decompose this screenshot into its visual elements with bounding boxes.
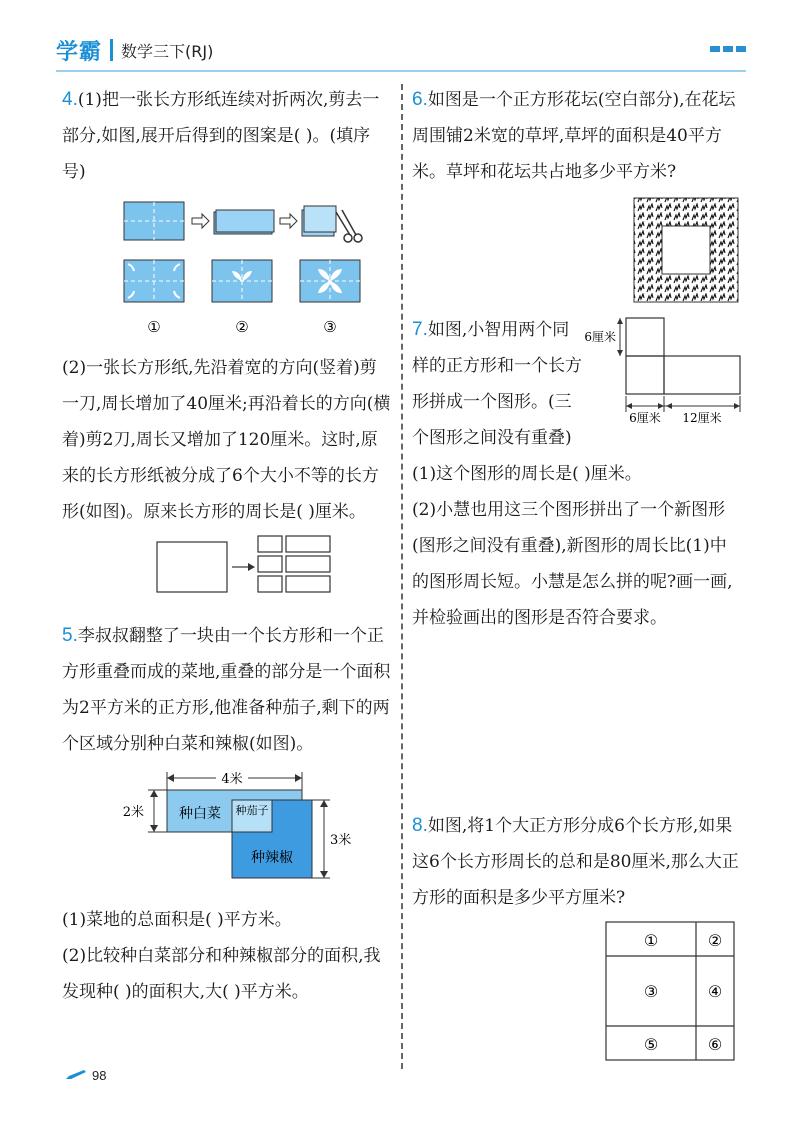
option-1-figure (124, 260, 184, 302)
bottom-left-label: 6厘米 (629, 411, 661, 425)
page-header (56, 30, 746, 74)
question-8 (412, 808, 742, 1054)
q6-text: 如图是一个正方形花坛(空白部分),在花坛周围铺2米宽的草坪,草坪的面积是40平方米。草坪和花坛共占地多少平方米? (412, 90, 736, 182)
question-5 (62, 618, 392, 1010)
page-number: 98 (92, 1068, 107, 1083)
option-2-figure (212, 260, 272, 302)
q7-lead-text: 如图,小智用两个同样的正方形和一个长方形拼成一个图形。(三个图形之间没有重叠) (412, 320, 582, 448)
option-3-label: ③ (323, 318, 337, 336)
q8-square-diagram (412, 920, 742, 1066)
q5-sub1-text: (1)菜地的总面积是( )平方米。 (62, 910, 292, 930)
cut-pieces (258, 536, 330, 592)
cell-5-label: ⑤ (643, 1035, 659, 1054)
q4-fold-diagram (62, 192, 392, 342)
subject-label: 数学三下(RJ) (121, 41, 214, 61)
arrow-icon (192, 214, 209, 228)
right-height-label: 3米 (330, 833, 352, 848)
q4-part2-text: (2)一张长方形纸,先沿着宽的方向(竖着)剪一刀,周长增加了40厘米;再沿着长的方向(横着)剪2刀,周长又增加了120厘米。这时,原来的长方形纸被分成了6个大小不等的长方形(如图)。原来长方形的周长是( )厘米。 (62, 358, 391, 522)
question-6 (412, 82, 742, 306)
square-bottom (626, 356, 664, 394)
eggplant-label: 种茄子 (235, 804, 269, 817)
right-column (412, 82, 742, 1054)
fold-sheet-open (124, 202, 184, 240)
left-column (62, 82, 392, 1010)
option-2-label: ② (235, 318, 249, 336)
question-7 (412, 312, 742, 636)
rectangle-right (664, 356, 740, 394)
brand-separator (110, 39, 113, 61)
brand-name: 学霸 (56, 39, 103, 65)
header-rule (56, 70, 746, 72)
cell-3-label: ③ (643, 982, 659, 1001)
option-1-label: ① (147, 318, 161, 336)
brand-logo (56, 34, 213, 66)
question-4 (62, 82, 392, 606)
left-height-label: 2米 (122, 805, 144, 820)
column-divider (401, 84, 403, 1069)
question-number: 4. (62, 89, 78, 110)
q5-text: 李叔叔翻整了一块由一个长方形和一个正方形重叠而成的菜地,重叠的部分是一个面积为2平方米的正方形,他准备种茄子,剩下的两个区域分别种白菜和辣椒(如图)。 (62, 626, 391, 754)
pen-icon (66, 1070, 86, 1080)
q7-shape-diagram (584, 316, 740, 446)
arrow-icon (280, 214, 297, 228)
fold-sheet-half (214, 210, 274, 234)
question-number: 5. (62, 625, 78, 646)
arrow-icon (232, 563, 255, 571)
cell-4-label: ④ (707, 982, 723, 1001)
q4-part1-text: (1)把一张长方形纸连续对折两次,剪去一部分,如图,展开后得到的图案是( )。(填序号) (62, 90, 380, 182)
question-number: 8. (412, 815, 428, 836)
square-top (626, 318, 664, 356)
pepper-label: 种辣椒 (251, 850, 293, 866)
question-number: 6. (412, 89, 428, 110)
q4-cut-diagram (62, 536, 392, 606)
header-decoration (710, 46, 746, 52)
option-3-figure (300, 260, 360, 302)
q5-garden-diagram (62, 768, 392, 898)
q5-sub2-text: (2)比较种白菜部分和种辣椒部分的面积,我发现种( )的面积大,大( )平方米。 (62, 946, 381, 1002)
cell-6-label: ⑥ (707, 1035, 723, 1054)
q7-sub1-text: (1)这个图形的周长是( )厘米。 (412, 464, 642, 484)
question-number: 7. (412, 319, 428, 340)
scissors-icon (336, 210, 362, 242)
fold-sheet-quarter (302, 206, 336, 236)
width-label: 4米 (221, 772, 243, 787)
cabbage-label: 种白菜 (179, 806, 221, 822)
side-length-label: 6厘米 (584, 330, 616, 344)
q8-text: 如图,将1个大正方形分成6个长方形,如果这6个长方形周长的总和是80厘米,那么大正方形的面积是多少平方厘米? (412, 816, 739, 908)
cell-1-label: ① (643, 931, 659, 950)
q6-flowerbed-diagram (412, 194, 742, 306)
bottom-right-label: 12厘米 (682, 411, 722, 425)
q7-sub2-text: (2)小慧也用这三个图形拼出了一个新图形(图形之间没有重叠),新图形的周长比(1)中的图形周长短。小慧是怎么拼的呢?画一画,并检验画出的图形是否符合要求。 (412, 500, 733, 628)
flowerbed-area (662, 226, 710, 274)
cell-2-label: ② (707, 931, 723, 950)
original-rectangle (157, 542, 227, 592)
